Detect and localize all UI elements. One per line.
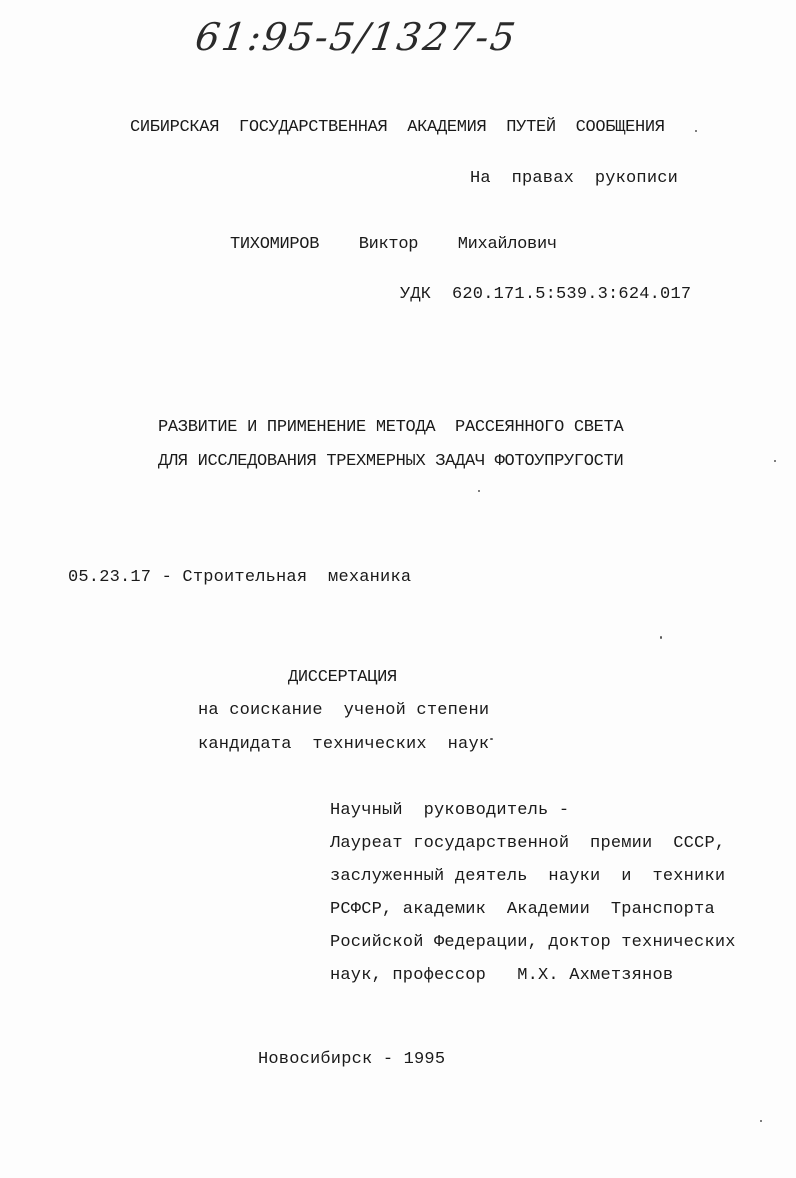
- supervisor-line-2: Лауреат государственной премии СССР,: [330, 834, 726, 853]
- supervisor-line-3: заслуженный деятель науки и техники: [330, 867, 726, 886]
- udc-code: УДК 620.171.5:539.3:624.017: [400, 285, 692, 304]
- degree-line-1: на соискание ученой степени: [198, 701, 490, 720]
- supervisor-line-4: РСФСР, академик Академии Транспорта: [330, 900, 715, 919]
- institution-name: СИБИРСКАЯ ГОСУДАРСТВЕННАЯ АКАДЕМИЯ ПУТЕЙ СООБЩЕНИЯ: [130, 118, 665, 137]
- manuscript-rights-note: На правах рукописи: [470, 169, 679, 188]
- scan-speck: [660, 636, 662, 639]
- scan-speck: [774, 460, 776, 462]
- scan-speck: [760, 1120, 762, 1122]
- supervisor-line-1: Научный руководитель -: [330, 801, 570, 820]
- supervisor-line-5: Росийской Федерации, доктор технических: [330, 933, 736, 952]
- scan-speck: [490, 738, 493, 740]
- specialty-code: 05.23.17 - Строительная механика: [68, 568, 412, 587]
- place-and-year: Новосибирск - 1995: [258, 1050, 446, 1069]
- scan-speck: [478, 490, 480, 492]
- title-line-2: ДЛЯ ИССЛЕДОВАНИЯ ТРЕХМЕРНЫХ ЗАДАЧ ФОТОУПРУГОСТИ: [158, 452, 624, 471]
- author-name: ТИХОМИРОВ Виктор Михайлович: [230, 235, 557, 254]
- document-type: ДИССЕРТАЦИЯ: [288, 668, 397, 687]
- scan-speck: [695, 130, 697, 132]
- degree-line-2: кандидата технических наук: [198, 735, 490, 754]
- title-line-1: РАЗВИТИЕ И ПРИМЕНЕНИЕ МЕТОДА РАССЕЯННОГО СВЕТА: [158, 418, 624, 437]
- supervisor-line-6: наук, профессор М.Х. Ахметзянов: [330, 966, 674, 985]
- handwritten-archive-number: 61:95-5/1327-5: [192, 15, 520, 59]
